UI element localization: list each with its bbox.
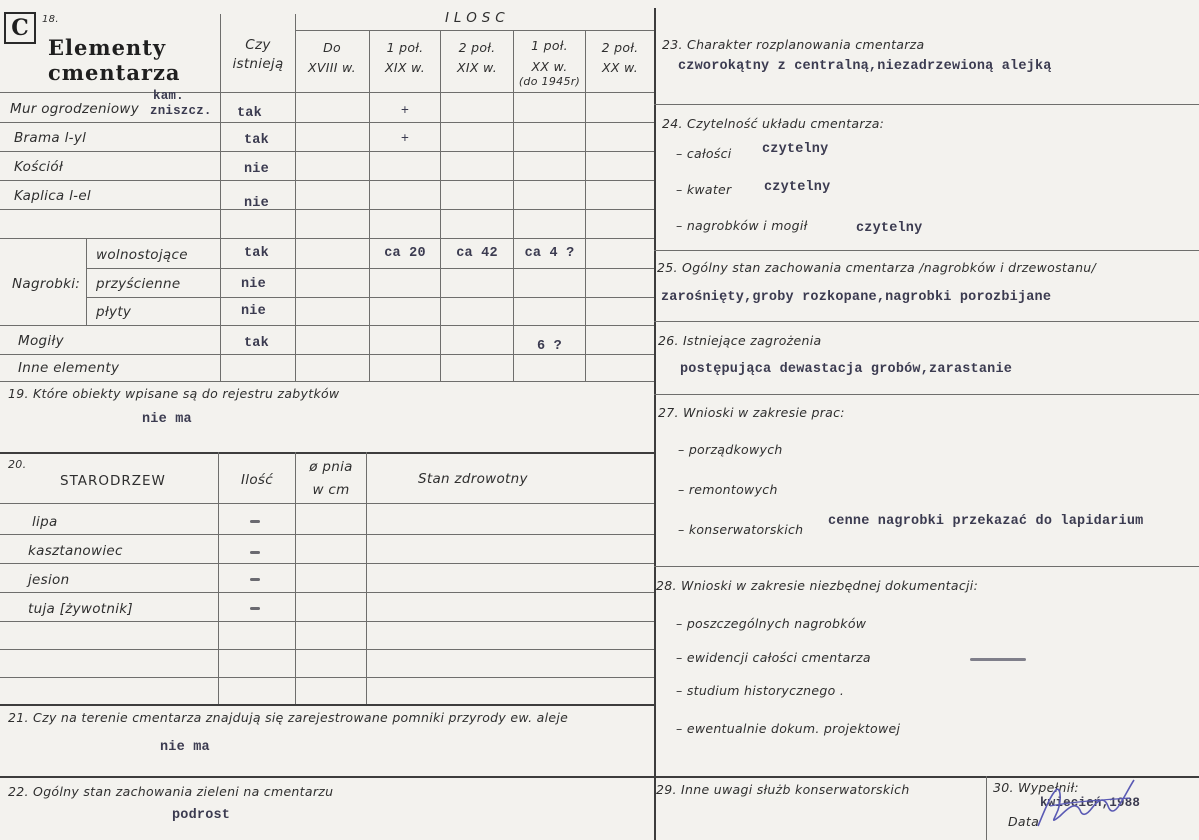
plyty-exists: nie (241, 304, 266, 319)
q27-c-value: cenne nagrobki przekazać do lapidarium (828, 514, 1144, 529)
rule (0, 151, 654, 152)
przyscienne-exists: nie (241, 277, 266, 292)
rule (0, 325, 654, 326)
q24-kwater-value: czytelny (764, 180, 831, 195)
q28-a: – poszczególnych nagrobków (676, 616, 867, 631)
rule (654, 394, 1199, 395)
period-5-line2: XX w. (602, 60, 638, 75)
q28-d: – ewentualnie dokum. projektowej (676, 721, 901, 736)
q24-nagrobkow-label: – nagrobków i mogił (676, 218, 808, 233)
rule (0, 563, 654, 564)
row-label-mogily: Mogiły (18, 333, 64, 349)
wolnostojace-period-2: ca 20 (384, 246, 426, 261)
q24-calosci-value: czytelny (762, 142, 829, 157)
q21-value: nie ma (160, 740, 210, 755)
rule (295, 30, 654, 31)
tree-row-3: jesion (28, 572, 70, 588)
title-line-1: Elementy (48, 35, 167, 60)
q25-label: 25. Ogólny stan zachowania cmentarza /nagrobków i drzewostanu/ (657, 260, 1097, 275)
rule (366, 452, 367, 704)
q28-b: – ewidencji całości cmentarza (676, 650, 871, 665)
rule (0, 238, 654, 239)
period-2-line1: 1 poł. (386, 40, 424, 55)
period-3-line2: XIX w. (457, 60, 497, 75)
q28-b-dash (970, 658, 1026, 661)
q20-header-stan: Stan zdrowotny (418, 471, 528, 487)
period-1-line1: Do (323, 40, 341, 55)
q26-label: 26. Istniejące zagrożenia (658, 333, 822, 348)
tree-count-dash (250, 551, 260, 554)
section-code: C (4, 12, 36, 44)
rule (654, 250, 1199, 251)
row-label-kosciol: Kościół (14, 159, 64, 175)
period-4-line3: (do 1945r) (518, 75, 581, 88)
header-exists-2: istnieją (232, 56, 284, 72)
rule (0, 677, 654, 678)
rule (86, 238, 87, 325)
rule (220, 14, 221, 381)
q20-title: STARODRZEW (60, 473, 166, 489)
mur-exists: tak (237, 106, 262, 121)
rule (86, 268, 654, 269)
brama-period-2: + (400, 132, 410, 147)
tree-count-dash (250, 520, 260, 523)
tree-row-2: kasztanowiec (28, 543, 123, 559)
mur-note-1: kam. (153, 89, 184, 103)
title-line-2: cmentarza (48, 60, 181, 85)
period-3-line1: 2 poł. (458, 40, 496, 55)
tree-count-dash (250, 607, 260, 610)
period-4-line2: XX w. (531, 59, 568, 74)
row-label-kaplica: Kaplica l-el (14, 188, 91, 204)
nagrobki-label: Nagrobki: (12, 276, 81, 292)
q22-value: podrost (172, 808, 231, 823)
header-exists-1: Czy (245, 37, 271, 53)
q20-header-pnia-2: w cm (312, 482, 350, 498)
rule (0, 621, 654, 622)
row-label-przyscienne: przyścienne (96, 276, 181, 292)
rule (654, 104, 1199, 105)
q27-a: – porządkowych (678, 442, 783, 457)
mur-period-2: + (400, 104, 410, 119)
tree-row-1: lipa (32, 514, 58, 530)
section-number: 18. (42, 14, 59, 25)
rule (654, 566, 1199, 567)
rule (654, 321, 1199, 322)
rule (0, 92, 654, 93)
wolnostojace-exists: tak (244, 246, 269, 261)
row-label-inne: Inne elementy (18, 360, 120, 376)
q24-nagrobkow-value: czytelny (856, 221, 923, 236)
rule (0, 122, 654, 123)
rule (369, 30, 370, 381)
brama-exists: tak (244, 133, 269, 148)
mur-note-2: zniszcz. (150, 104, 212, 118)
q22-label: 22. Ogólny stan zachowania zieleni na cmentarzu (8, 784, 334, 799)
q23-label: 23. Charakter rozplanowania cmentarza (662, 37, 925, 52)
rule (0, 534, 654, 535)
q24-calosci-label: – całości (676, 146, 732, 161)
mogily-exists: tak (244, 336, 269, 351)
q30-label: 30. Wypełnił: (993, 780, 1079, 795)
rule (585, 30, 586, 381)
header-ilosc: I L O S C (445, 10, 505, 26)
q25-value: zarośnięty,groby rozkopane,nagrobki porozbijane (661, 290, 1052, 305)
wolnostojace-period-4: ca 4 ? (524, 246, 575, 261)
kaplica-exists: nie (244, 196, 269, 211)
q27-label: 27. Wnioski w zakresie prac: (658, 405, 845, 420)
row-label-mur: Mur ogrodzeniowy (10, 101, 140, 117)
rule (0, 381, 654, 382)
period-2-line2: XIX w. (385, 60, 425, 75)
q30-date-value: kwiecień,1988 (1040, 796, 1141, 810)
signature (1020, 776, 1140, 836)
q26-value: postępująca dewastacja grobów,zarastanie (680, 362, 1013, 377)
q24-kwater-label: – kwater (676, 182, 732, 197)
rule (440, 30, 441, 381)
tree-count-dash (250, 578, 260, 581)
q21-label: 21. Czy na terenie cmentarza znajdują się zarejestrowane pomniki przyrody ew. aleje (8, 710, 569, 725)
q28-label: 28. Wnioski w zakresie niezbędnej dokumentacji: (656, 578, 979, 593)
period-4-line1: 1 poł. (531, 38, 568, 53)
rule (0, 180, 654, 181)
q20-header-pnia-1: ø pnia (309, 459, 353, 475)
q30-data-label: Data (1008, 814, 1040, 829)
q23-value: czworokątny z centralną,niezadrzewioną alejką (678, 59, 1052, 74)
q20-header-ilosc: Ilość (241, 472, 273, 488)
period-1-line2: XVIII w. (308, 60, 356, 75)
rule (654, 8, 656, 840)
kosciol-exists: nie (244, 162, 269, 177)
rule (0, 704, 654, 706)
mogily-period-4: 6 ? (537, 339, 562, 354)
rule (218, 452, 219, 704)
rule (0, 503, 654, 504)
q24-label: 24. Czytelność układu cmentarza: (662, 116, 885, 131)
rule (0, 209, 654, 210)
wolnostojace-period-3: ca 42 (456, 246, 498, 261)
q29-label: 29. Inne uwagi służb konserwatorskich (656, 782, 910, 797)
q28-c: – studium historycznego . (676, 683, 845, 698)
tree-row-4: tuja [żywotnik] (28, 601, 133, 617)
period-5-line1: 2 poł. (601, 40, 639, 55)
row-label-brama: Brama l-yl (14, 130, 87, 146)
q19-label: 19. Które obiekty wpisane są do rejestru zabytków (8, 386, 340, 401)
rule (0, 649, 654, 650)
q27-b: – remontowych (678, 482, 778, 497)
rule (986, 776, 987, 840)
row-label-wolnostojace: wolnostojące (96, 247, 188, 263)
q27-c: – konserwatorskich (678, 522, 804, 537)
q20-number: 20. (8, 458, 27, 471)
rule (86, 297, 654, 298)
rule (0, 592, 654, 593)
q19-value: nie ma (142, 412, 192, 427)
rule (0, 354, 654, 355)
rule (0, 452, 654, 454)
row-label-plyty: płyty (96, 304, 132, 320)
